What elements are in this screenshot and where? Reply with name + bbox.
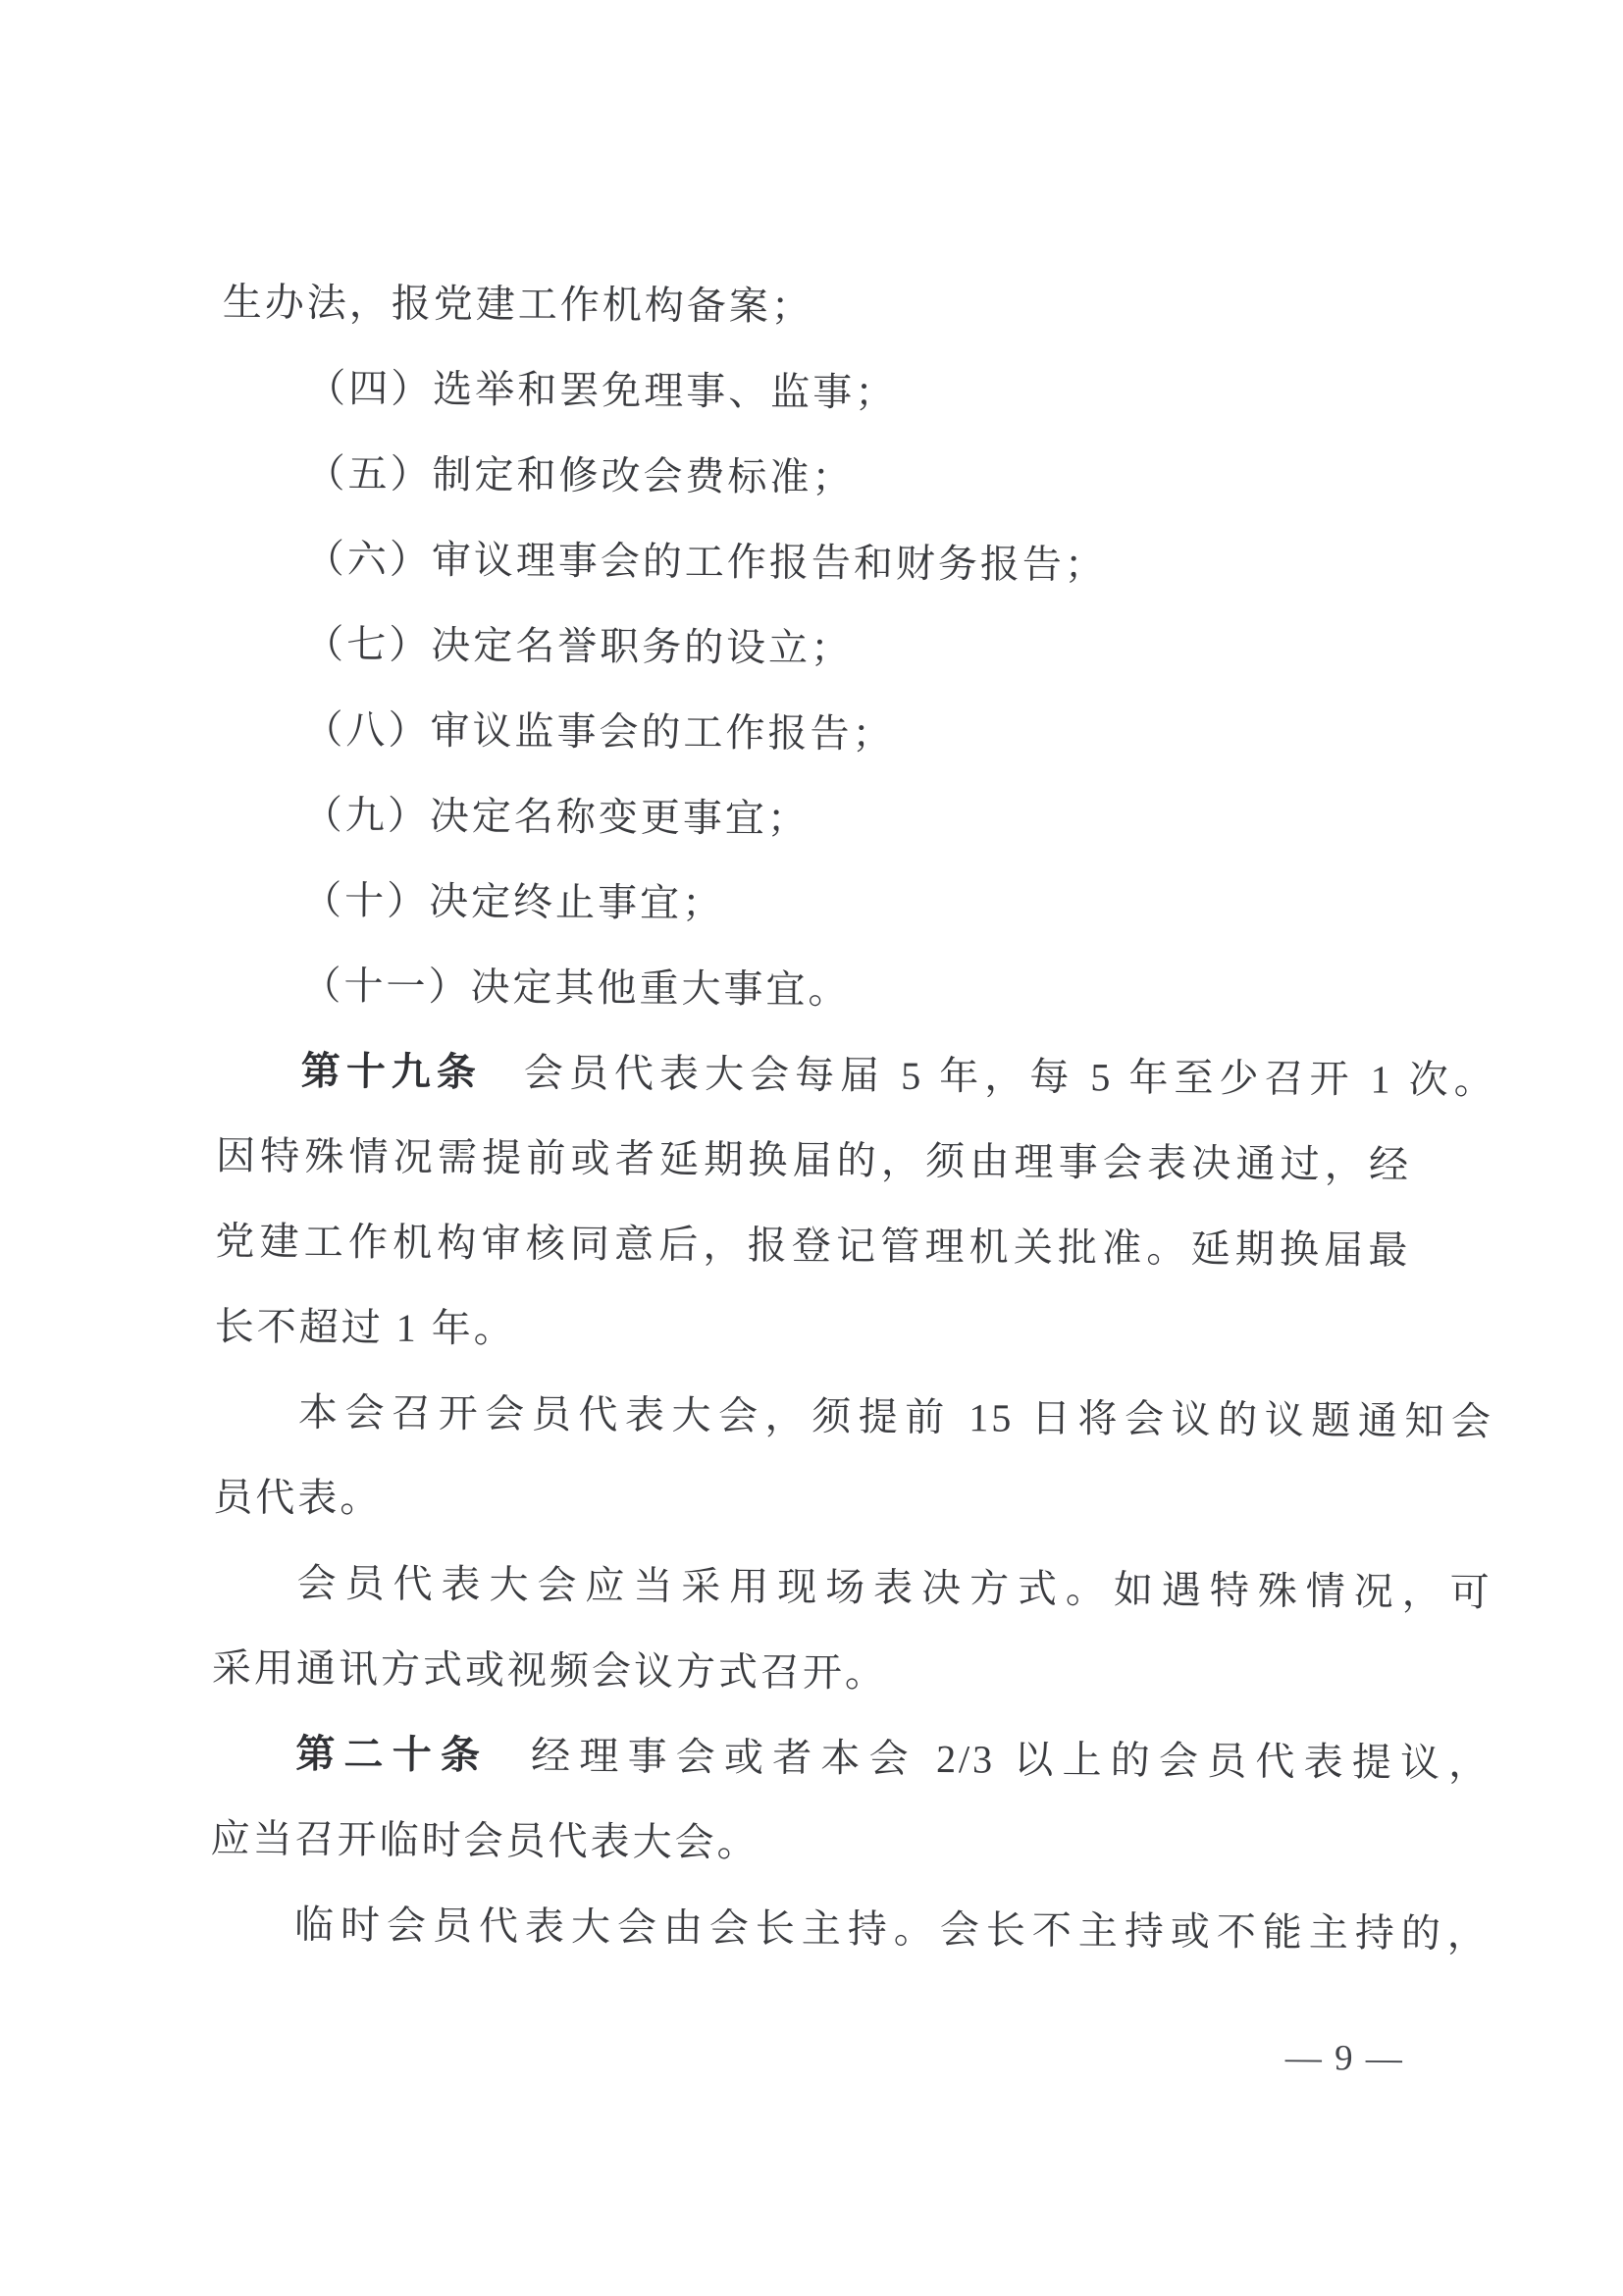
clause-item-6: （六）审议理事会的工作报告和财务报告；	[304, 536, 1108, 588]
clause-item-8: （八）审议监事会的工作报告；	[303, 706, 895, 757]
article-20-line-2: 应当召开临时会员代表大会。	[210, 1816, 759, 1865]
article-20-line-1: 第二十条 经理事会或者本会 2/3 以上的会员代表提议，	[295, 1731, 1492, 1786]
article-19-line-2: 因特殊情况需提前或者延期换届的，须由理事会表决通过，经	[215, 1133, 1412, 1187]
article-19-number: 第十九条	[300, 1048, 483, 1095]
article-19-para-2-line-2: 员代表。	[213, 1475, 383, 1521]
clause-item-4: （四）选举和罢免理事、监事；	[306, 365, 898, 415]
clause-item-10: （十）决定终止事宜；	[301, 877, 725, 926]
clause-item-9: （九）决定名称变更事宜；	[302, 792, 810, 841]
clause-item-7: （七）决定名誉职务的设立；	[304, 621, 854, 671]
article-19-line-3: 党建工作机构审核同意后，报登记管理机关批准。延期换届最	[215, 1219, 1411, 1273]
clause-continuation-line: 生办法，报党建工作机构备案；	[222, 280, 814, 329]
article-19-line-1: 第十九条 会员代表大会每届 5 年，每 5 年至少召开 1 次。	[300, 1048, 1496, 1103]
article-19-para-3-line-2: 采用通讯方式或视频会议方式召开。	[211, 1645, 888, 1696]
clause-item-5: （五）制定和修改会费标准；	[305, 450, 855, 500]
article-19-para-2-line-1: 本会召开会员代表大会，须提前 15 日将会议的议题通知会	[297, 1389, 1494, 1444]
clause-item-11: （十一）决定其他重大事宜。	[301, 963, 851, 1013]
article-19-line-4: 长不超过 1 年。	[214, 1304, 516, 1351]
page-number: — 9 —	[1284, 2037, 1405, 2079]
article-20-para-2-line-1: 临时会员代表大会由会长主持。会长不主持或不能主持的，	[293, 1902, 1491, 1957]
article-19-para-3-line-1: 会员代表大会应当采用现场表决方式。如遇特殊情况，可	[296, 1560, 1492, 1615]
article-20-number: 第二十条	[295, 1731, 490, 1778]
